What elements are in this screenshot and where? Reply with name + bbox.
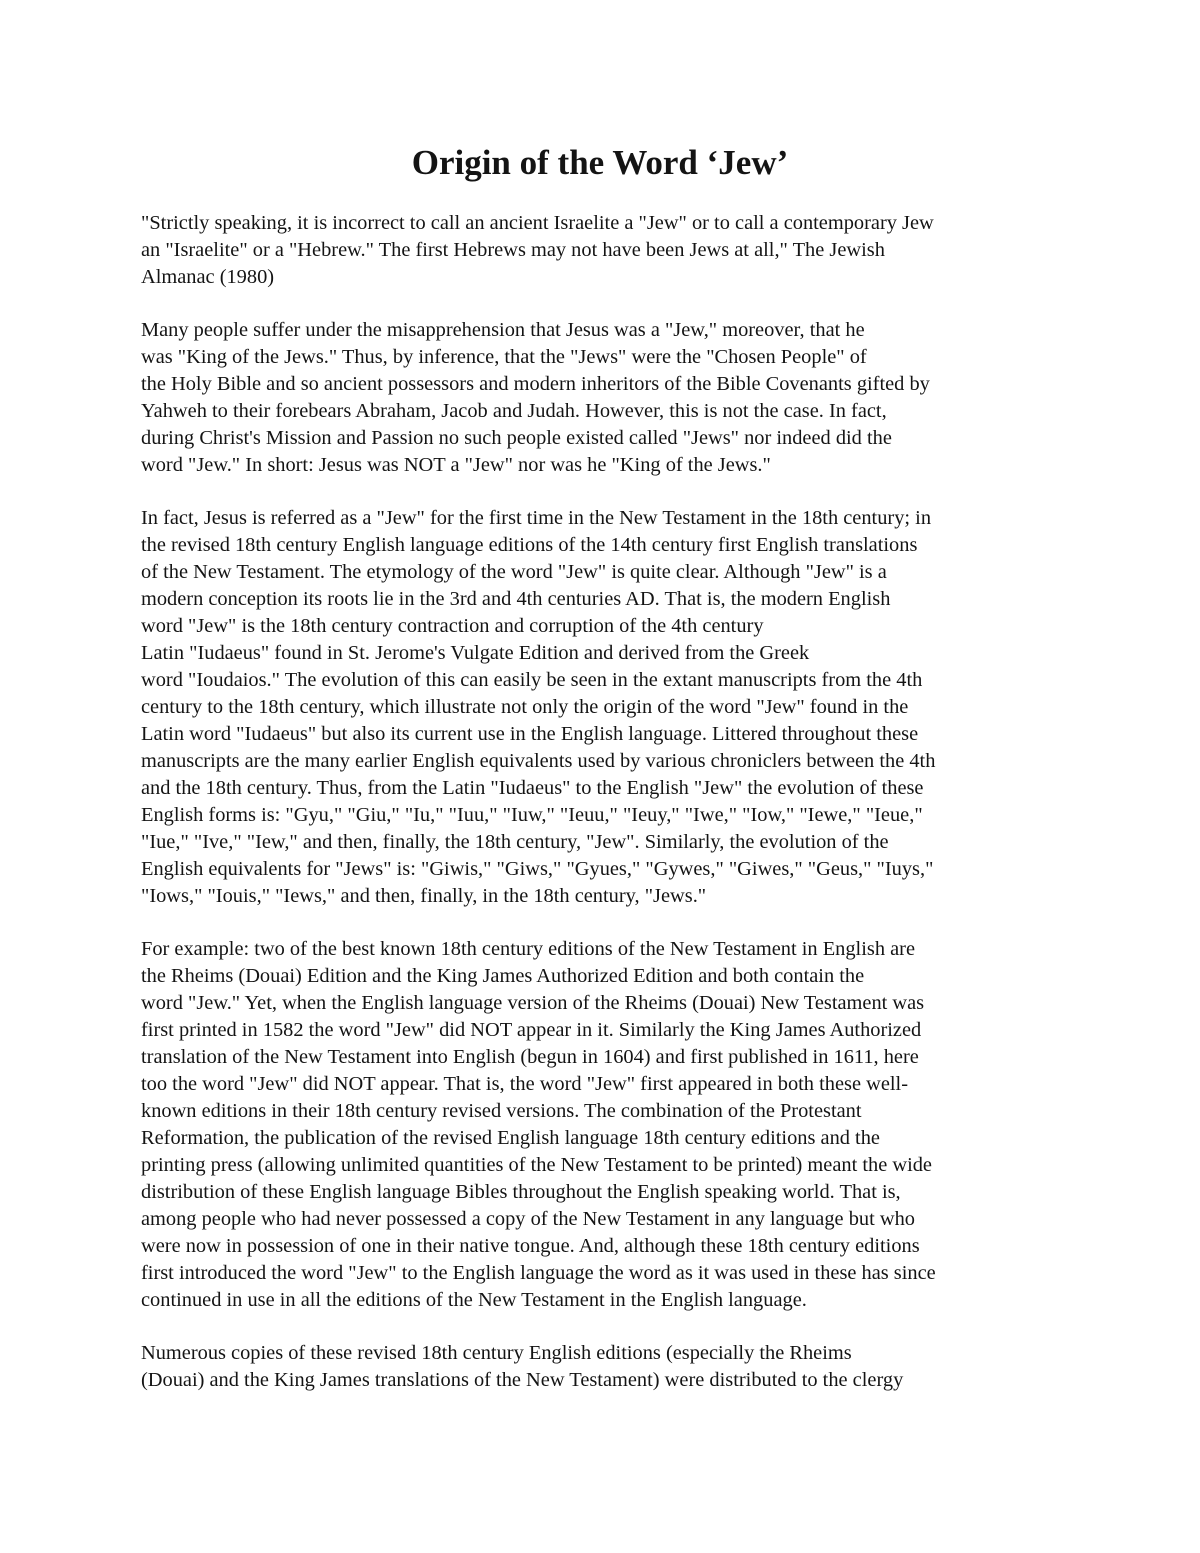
text-line: word "Jew." Yet, when the English language version of the Rheims (Douai) New Testament was	[141, 992, 925, 1014]
text-line: "Iows," "Iouis," "Iews," and then, finally, in the 18th century, "Jews."	[141, 885, 707, 907]
text-line: were now in possession of one in their native tongue. And, although these 18th century editions	[141, 1235, 920, 1257]
paragraph-quote	[141, 210, 1061, 291]
text-line: continued in use in all the editions of the New Testament in the English language.	[141, 1289, 807, 1311]
text-line: Reformation, the publication of the revised English language 18th century editions and the	[141, 1127, 880, 1149]
text-line: printing press (allowing unlimited quantities of the New Testament to be printed) meant the wide	[141, 1154, 932, 1176]
text-line: too the word "Jew" did NOT appear. That is, the word "Jew" first appeared in both these well-	[141, 1073, 908, 1095]
text-line: For example: two of the best known 18th century editions of the New Testament in English are	[141, 938, 916, 960]
text-line: word "Jew." In short: Jesus was NOT a "Jew" nor was he "King of the Jews."	[141, 454, 771, 476]
text-line: distribution of these English language Bibles throughout the English speaking world. That is,	[141, 1181, 901, 1203]
text-line: Almanac (1980)	[141, 266, 275, 288]
text-line: English forms is: "Gyu," "Giu," "Iu," "Iuu," "Iuw," "Ieuu," "Ieuy," "Iwe," "Iow," "Iewe," "Ieue,"	[141, 804, 923, 826]
text-line: of the New Testament. The etymology of the word "Jew" is quite clear. Although "Jew" is a	[141, 561, 887, 583]
text-line: Many people suffer under the misapprehension that Jesus was a "Jew," moreover, that he	[141, 319, 865, 341]
text-line: an "Israelite" or a "Hebrew." The first Hebrews may not have been Jews at all," The Jewish	[141, 239, 885, 261]
text-line: modern conception its roots lie in the 3rd and 4th centuries AD. That is, the modern English	[141, 588, 891, 610]
text-line: manuscripts are the many earlier English equivalents used by various chroniclers between the 4th	[141, 750, 936, 772]
text-line: (Douai) and the King James translations of the New Testament) were distributed to the clergy	[141, 1369, 904, 1391]
text-line: and the 18th century. Thus, from the Latin "Iudaeus" to the English "Jew" the evolution of these	[141, 777, 924, 799]
text-line: century to the 18th century, which illustrate not only the origin of the word "Jew" found in the	[141, 696, 909, 718]
page-title: Origin of the Word ‘Jew’	[411, 143, 789, 182]
text-line: first printed in 1582 the word "Jew" did NOT appear in it. Similarly the King James Authorized	[141, 1019, 922, 1041]
text-line: Yahweh to their forebears Abraham, Jacob and Judah. However, this is not the case. In fact,	[141, 400, 887, 422]
paragraph-editions	[141, 936, 1061, 1314]
text-line: the revised 18th century English language editions of the 14th century first English translations	[141, 534, 918, 556]
text-line: the Holy Bible and so ancient possessors and modern inheritors of the Bible Covenants gifted by	[141, 373, 930, 395]
text-line: was "King of the Jews." Thus, by inference, that the "Jews" were the "Chosen People" of	[141, 346, 867, 368]
text-line: "Iue," "Ive," "Iew," and then, finally, the 18th century, "Jew". Similarly, the evolution of the	[141, 831, 889, 853]
text-line: word "Jew" is the 18th century contraction and corruption of the 4th century	[141, 615, 764, 637]
text-line: Numerous copies of these revised 18th century English editions (especially the Rheims	[141, 1342, 852, 1364]
paragraph-distribution	[141, 1340, 1061, 1394]
paragraph-misapprehension	[141, 317, 1061, 479]
paragraph-etymology	[141, 505, 1061, 910]
text-line: among people who had never possessed a copy of the New Testament in any language but who	[141, 1208, 915, 1230]
text-line: Latin "Iudaeus" found in St. Jerome's Vulgate Edition and derived from the Greek	[141, 642, 810, 664]
text-line: In fact, Jesus is referred as a "Jew" for the first time in the New Testament in the 18th century; in	[141, 507, 932, 529]
text-line: during Christ's Mission and Passion no such people existed called "Jews" nor indeed did the	[141, 427, 892, 449]
text-line: English equivalents for "Jews" is: "Giwis," "Giws," "Gyues," "Gywes," "Giwes," "Geus," "Iuys,"	[141, 858, 934, 880]
text-line: first introduced the word "Jew" to the English language the word as it was used in these has since	[141, 1262, 936, 1284]
text-line: the Rheims (Douai) Edition and the King James Authorized Edition and both contain the	[141, 965, 865, 987]
text-line: translation of the New Testament into English (begun in 1604) and first published in 1611, here	[141, 1046, 919, 1068]
text-line: word "Ioudaios." The evolution of this can easily be seen in the extant manuscripts from the 4th	[141, 669, 923, 691]
text-line: Latin word "Iudaeus" but also its current use in the English language. Littered throughout these	[141, 723, 919, 745]
document-body	[141, 210, 1061, 1420]
text-line: "Strictly speaking, it is incorrect to call an ancient Israelite a "Jew" or to call a contemporary Jew	[141, 212, 934, 234]
text-line: known editions in their 18th century revised versions. The combination of the Protestant	[141, 1100, 862, 1122]
